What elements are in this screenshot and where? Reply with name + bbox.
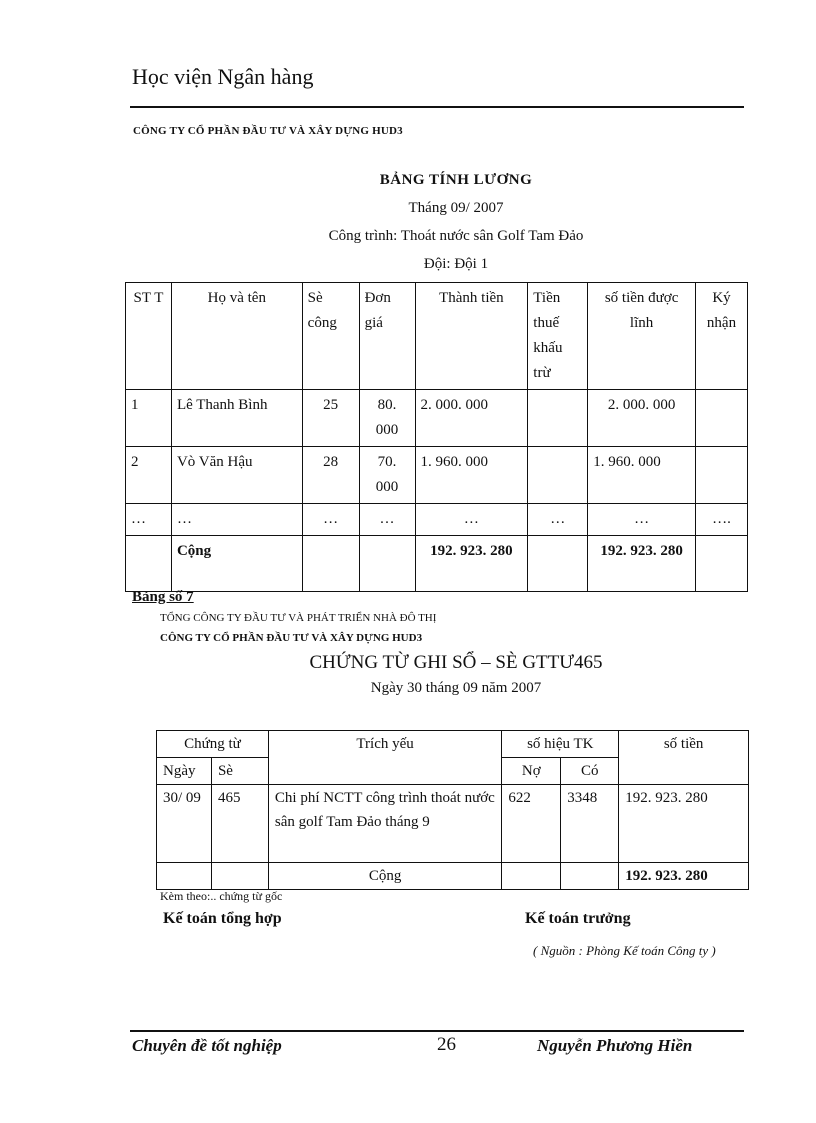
cell-days: … (302, 504, 359, 536)
table-row (126, 504, 748, 536)
voucher-date: Ngày 30 tháng 09 năm 2007 (370, 680, 542, 696)
footer-thesis-label: Chuyên đề tốt nghiệp (132, 1036, 282, 1055)
cell-sign (695, 390, 747, 447)
voucher-table (156, 730, 749, 890)
col-number: Sè (211, 758, 268, 785)
voucher-title: CHỨNG TỪ GHI SỔ – SÈ GTTƯ465 (309, 652, 603, 673)
footer-author: Nguyễn Phương Hiền (537, 1036, 693, 1055)
cell-days: 28 (302, 447, 359, 504)
cell-tax (528, 536, 588, 592)
cell-received: 2. 000. 000 (588, 390, 696, 447)
col-description: Trích yếu (268, 731, 501, 785)
table-row (126, 447, 748, 504)
salary-title: BẢNG TÍNH LƯƠNG (379, 172, 533, 188)
institution-title: Học viện Ngân hàng (132, 64, 314, 89)
cell-sign: …. (695, 504, 747, 536)
cell-stt: 1 (126, 390, 172, 447)
total-row (157, 863, 749, 890)
cell-sign (695, 447, 747, 504)
col-debit: Nợ (502, 758, 561, 785)
attachment-note: Kèm theo:.. chứng từ gốc (160, 889, 283, 903)
salary-header-row (126, 283, 748, 390)
col-name: Họ và tên (171, 283, 302, 390)
cell-stt: 2 (126, 447, 172, 504)
cell-date: 30/ 09 (157, 785, 212, 863)
col-days: Sè công (302, 283, 359, 390)
cell-tax (528, 390, 588, 447)
col-date: Ngày (157, 758, 212, 785)
cell-unit-price: … (359, 504, 415, 536)
header-rule (130, 106, 744, 108)
total-label: Cộng (171, 536, 302, 592)
cell-debit: 622 (502, 785, 561, 863)
voucher-company-name: CÔNG TY CỔ PHẦN ĐẦU TƯ VÀ XÂY DỰNG HUD3 (160, 632, 423, 644)
voucher-header-row (157, 731, 749, 758)
col-stt: ST T (126, 283, 172, 390)
total-row (126, 536, 748, 592)
col-unit-price: Đơn giá (359, 283, 415, 390)
cell-received: … (588, 504, 696, 536)
col-tax: Tiền thuế khấu trừ (528, 283, 588, 390)
cell-date (157, 863, 212, 890)
cell-credit (561, 863, 619, 890)
cell-description: Chi phí NCTT công trình thoát nước sân golf Tam Đảo tháng 9 (268, 785, 501, 863)
cell-debit (502, 863, 561, 890)
signer-general-accountant: Kế toán tổng hợp (163, 910, 282, 927)
table-number-caption: Bảng số 7 (132, 589, 194, 605)
corporation-name: TỔNG CÔNG TY ĐẦU TƯ VÀ PHÁT TRIỂN NHÀ ĐÔ THỊ (160, 612, 437, 624)
cell-amount: 2. 000. 000 (415, 390, 528, 447)
total-amount: 192. 923. 280 (619, 863, 749, 890)
cell-tax: … (528, 504, 588, 536)
signer-chief-accountant: Kế toán trưởng (525, 910, 631, 927)
cell-days: 25 (302, 390, 359, 447)
col-amount: số tiền (619, 731, 749, 785)
total-amount: 192. 923. 280 (415, 536, 528, 592)
cell-amount: … (415, 504, 528, 536)
col-credit: Có (561, 758, 619, 785)
cell-name: … (171, 504, 302, 536)
salary-table (125, 282, 748, 592)
table-row (126, 390, 748, 447)
cell-received: 1. 960. 000 (588, 447, 696, 504)
col-voucher: Chứng từ (157, 731, 269, 758)
company-name: CÔNG TY CỔ PHẦN ĐẦU TƯ VÀ XÂY DỰNG HUD3 (133, 125, 403, 137)
cell-amount: 192. 923. 280 (619, 785, 749, 863)
cell-tax (528, 447, 588, 504)
total-received: 192. 923. 280 (588, 536, 696, 592)
total-label: Cộng (268, 863, 501, 890)
salary-month: Tháng 09/ 2007 (408, 200, 504, 216)
cell-credit: 3348 (561, 785, 619, 863)
cell-stt: … (126, 504, 172, 536)
salary-project: Công trình: Thoát nước sân Golf Tam Đảo (328, 228, 584, 244)
cell-stt (126, 536, 172, 592)
col-amount: Thành tiền (415, 283, 528, 390)
cell-sign (695, 536, 747, 592)
source-note: ( Nguồn : Phòng Kế toán Công ty ) (533, 943, 716, 958)
page-number: 26 (437, 1034, 456, 1055)
cell-amount: 1. 960. 000 (415, 447, 528, 504)
cell-unit-price (359, 536, 415, 592)
table-row (157, 785, 749, 863)
cell-unit-price: 80. 000 (359, 390, 415, 447)
col-account: số hiệu TK (502, 731, 619, 758)
cell-number (211, 863, 268, 890)
footer-rule (130, 1030, 744, 1032)
cell-unit-price: 70. 000 (359, 447, 415, 504)
cell-name: Vò Văn Hậu (171, 447, 302, 504)
col-received: số tiền được lĩnh (588, 283, 696, 390)
cell-number: 465 (211, 785, 268, 863)
cell-days (302, 536, 359, 592)
col-sign: Ký nhận (695, 283, 747, 390)
salary-team: Đội: Đội 1 (423, 256, 489, 272)
cell-name: Lê Thanh Bình (171, 390, 302, 447)
